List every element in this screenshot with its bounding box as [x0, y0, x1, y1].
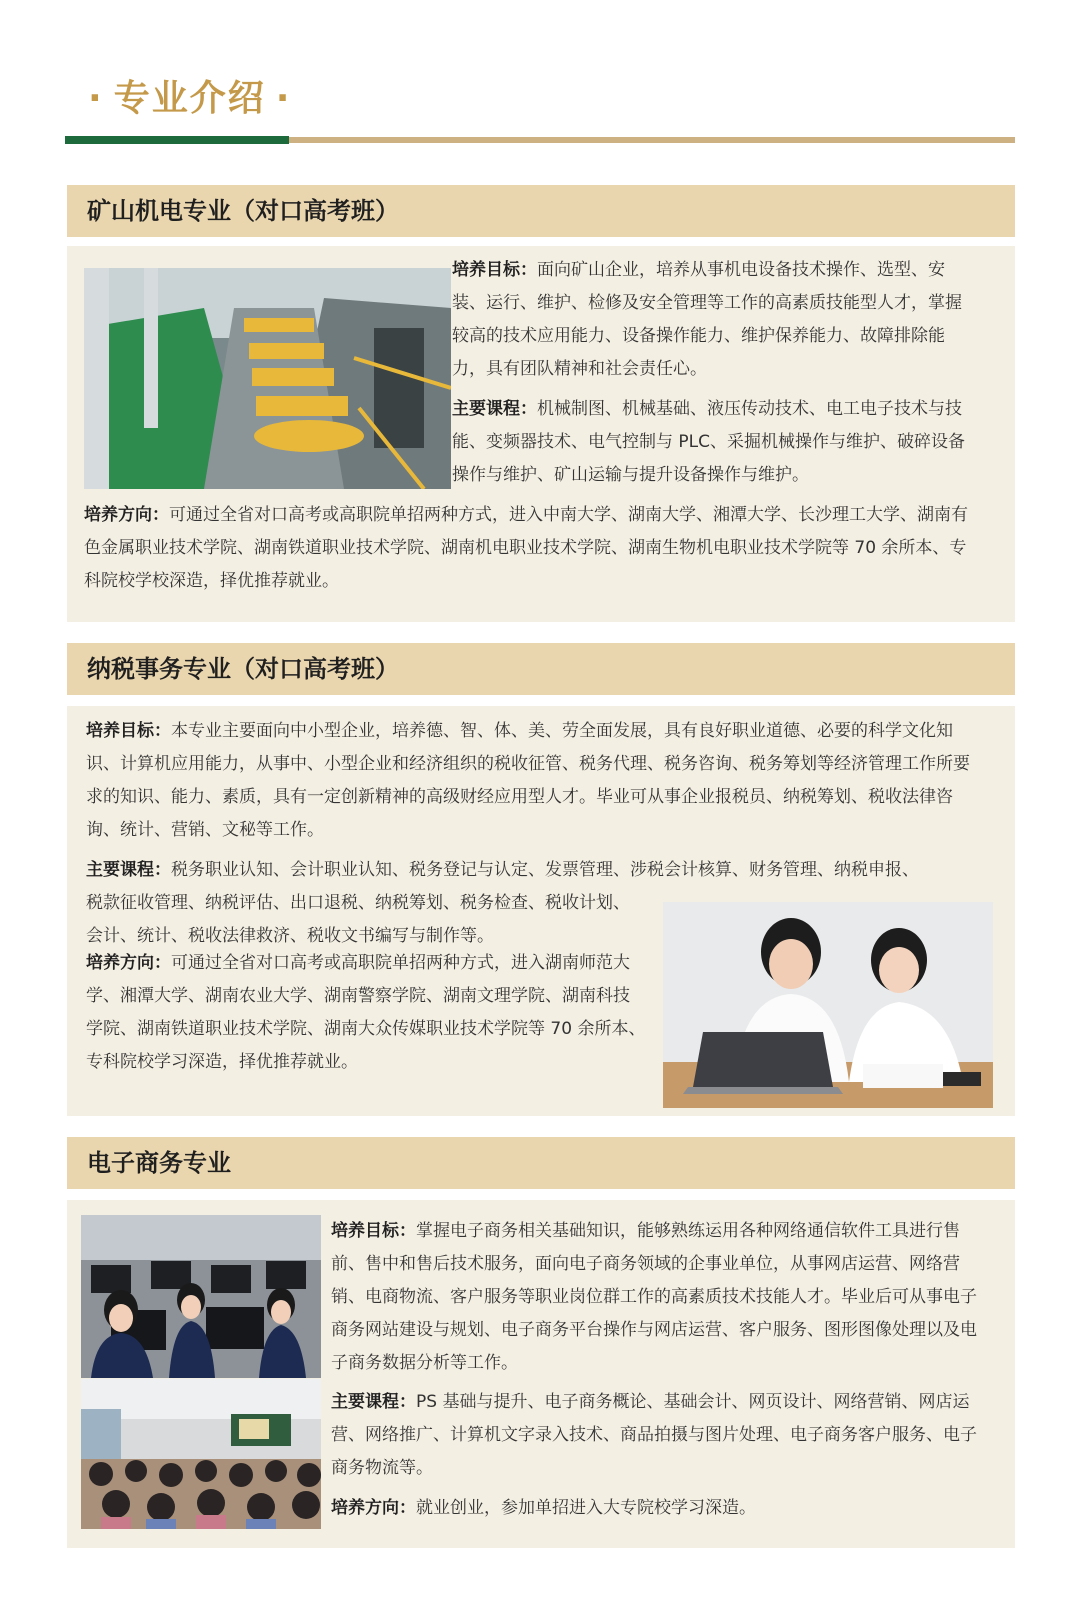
tax-course-text-line1: 税务职业认知、会计职业认知、税务登记与认定、发票管理、涉税会计核算、财务管理、纳税申报、	[171, 860, 919, 880]
tax-goal	[86, 715, 976, 847]
tax-course-text-rest: 税款征收管理、纳税评估、出口退税、纳税筹划、税务检查、税收计划、会计、统计、税收法律救济、税收文书编写与制作等。	[86, 893, 630, 946]
title-dot-left: ·	[88, 78, 104, 119]
section-body-ecommerce	[67, 1200, 1015, 1548]
mining-courses	[452, 393, 972, 492]
tax-courses-rest	[86, 887, 646, 953]
tax-goal-label: 培养目标：	[86, 721, 171, 741]
tax-direction-label: 培养方向：	[86, 953, 171, 973]
mining-direction-label: 培养方向：	[84, 505, 169, 525]
ecommerce-direction-text: 就业创业，参加单招进入大专院校学习深造。	[416, 1498, 756, 1518]
computer-lab-photo	[81, 1215, 321, 1378]
ecommerce-direction-label: 培养方向：	[331, 1498, 416, 1518]
section-header-mining: 矿山机电专业（对口高考班）	[67, 185, 1015, 237]
classroom-photo	[81, 1379, 321, 1529]
ecommerce-direction	[331, 1492, 979, 1525]
title-underline	[65, 136, 1015, 144]
title-underline-gold	[289, 137, 1015, 143]
mining-course-text: 机械制图、机械基础、液压传动技术、电工电子技术与技能、变频器技术、电气控制与 PLC、采掘机械操作与维护、破碎设备操作与维护、矿山运输与提升设备操作与维护。	[452, 399, 965, 485]
page-title-text: 专业介绍	[113, 78, 266, 119]
tax-courses-line1	[86, 854, 986, 887]
mining-direction-text: 可通过全省对口高考或高职院单招两种方式，进入中南大学、湖南大学、湘潭大学、长沙理工大学、湖南有色金属职业技术学院、湖南铁道职业技术学院、湖南机电职业技术学院、湖南生物机电职业技术学院等 70 余所本、专科院校学校深造，择优推荐就业。	[84, 505, 968, 591]
tax-course-label: 主要课程：	[86, 860, 171, 880]
section-body-tax	[67, 706, 1015, 1116]
tax-goal-text: 本专业主要面向中小型企业，培养德、智、体、美、劳全面发展，具有良好职业道德、必要的科学文化知识、计算机应用能力，从事中、小型企业和经济组织的税收征管、税务代理、税务咨询、税务筹划等经济管理工作所要求的知识、能力、素质，具有一定创新精神的高级财经应用型人才。毕业可从事企业报税员、纳税筹划、税收法律咨询、统计、营销、文秘等工作。	[86, 721, 970, 840]
students-laptop-photo	[663, 902, 993, 1108]
ecommerce-goal-label: 培养目标：	[331, 1221, 416, 1241]
page-title	[78, 70, 301, 121]
title-dot-right: ·	[275, 78, 292, 119]
ecommerce-course-label: 主要课程：	[331, 1392, 416, 1412]
section-header-ecommerce: 电子商务专业	[67, 1137, 1015, 1189]
mining-goal-label: 培养目标：	[452, 260, 537, 280]
mining-course-label: 主要课程：	[452, 399, 537, 419]
mining-goal-text: 面向矿山企业，培养从事机电设备技术操作、选型、安装、运行、维护、检修及安全管理等工作的高素质技能型人才，掌握较高的技术应用能力、设备操作能力、维护保养能力、故障排除能力，具有团队精神和社会责任心。	[452, 260, 962, 379]
ecommerce-course-text: PS 基础与提升、电子商务概论、基础会计、网页设计、网络营销、网店运营、网络推广、计算机文字录入技术、商品拍摄与图片处理、电子商务客户服务、电子商务物流等。	[331, 1392, 977, 1478]
ecommerce-goal-text: 掌握电子商务相关基础知识，能够熟练运用各种网络通信软件工具进行售前、售中和售后技术服务，面向电子商务领域的企事业单位，从事网店运营、网络营销、电商物流、客户服务等职业岗位群工作的高素质技术技能人才。毕业后可从事电子商务网站建设与规划、电子商务平台操作与网店运营、客户服务、图形图像处理以及电子商务数据分析等工作。	[331, 1221, 977, 1373]
mining-direction	[84, 499, 974, 598]
ecommerce-courses	[331, 1386, 979, 1485]
mining-goal	[452, 254, 972, 386]
section-header-tax: 纳税事务专业（对口高考班）	[67, 643, 1015, 695]
mining-equipment-photo	[84, 268, 451, 489]
title-underline-green	[65, 136, 289, 144]
tax-direction	[86, 947, 646, 1079]
ecommerce-goal	[331, 1215, 979, 1380]
section-body-mining	[67, 246, 1015, 622]
tax-direction-text: 可通过全省对口高考或高职院单招两种方式，进入湖南师范大学、湘潭大学、湖南农业大学、湖南警察学院、湖南文理学院、湖南科技学院、湖南铁道职业技术学院、湖南大众传媒职业技术学院等 70 余所本、专科院校学习深造，择优推荐就业。	[86, 953, 646, 1072]
